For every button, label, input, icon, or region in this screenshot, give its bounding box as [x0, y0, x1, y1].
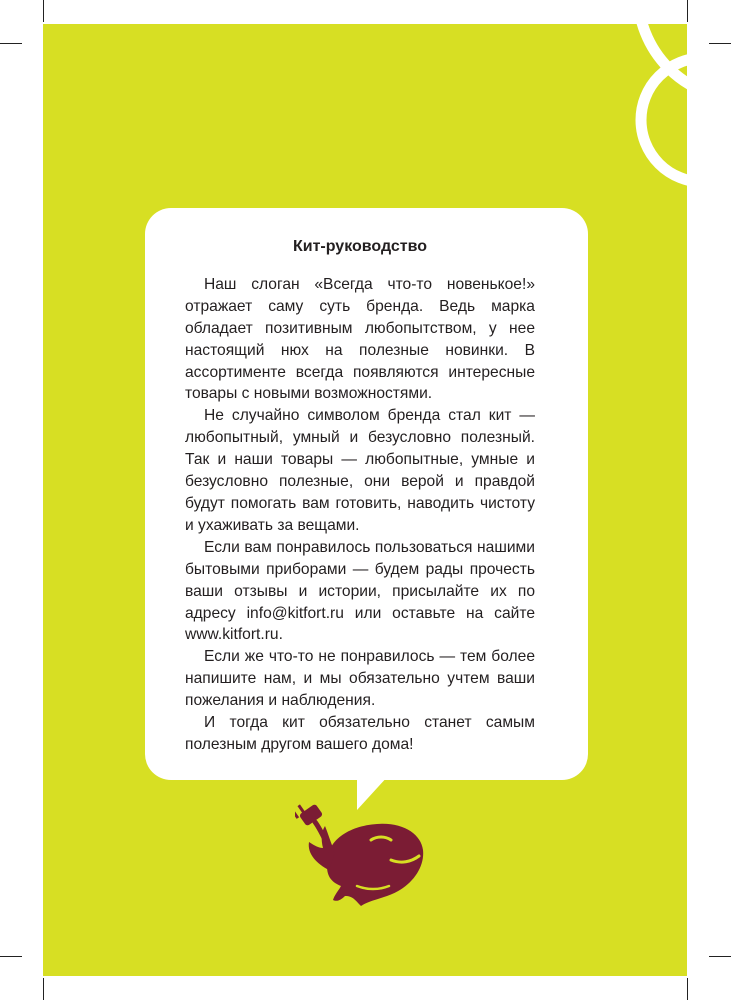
- crop-mark: [709, 43, 731, 44]
- speech-bubble: [145, 208, 588, 780]
- crop-mark: [687, 978, 688, 1000]
- paragraph: Если же что-то не понравилось — тем более напишите нам, и мы обязательно учтем ваши пожелания и наблюдения.: [185, 648, 535, 710]
- paragraph: Не случайно символом бренда стал кит — любопытный, умный и безусловно полезный. Так и наши товары — любопытные, умные и безусловно полезные, они верой и правдой будут помогать вам готовить, наводить чистоту и ухаживать за вещами.: [185, 407, 535, 534]
- crop-mark: [43, 978, 44, 1000]
- paragraph: Если вам понравилось пользоваться нашими бытовыми приборами — будем рады прочесть ваши отзывы и истории, присылайте их по адресу info@kitfort.ru или оставьте на сайте www.kitfort.ru.: [185, 538, 535, 644]
- page: [43, 24, 687, 976]
- whale-with-plug-icon: [295, 804, 435, 914]
- paragraph: Наш слоган «Всегда что-то новенькое!» отражает саму суть бренда. Ведь марка обладает позитивным любопытством, у нее настоящий нюх на полезные новинки. В ассортименте всегда появляются интересные товары с новыми возможностями.: [185, 275, 535, 403]
- crop-mark: [0, 43, 22, 44]
- crop-mark: [687, 0, 688, 22]
- crop-mark: [709, 956, 731, 957]
- paragraph: И тогда кит обязательно станет самым полезным другом вашего дома!: [185, 714, 535, 753]
- page-title: Кит-руководство: [292, 238, 428, 255]
- crop-mark: [43, 0, 44, 22]
- bubble-content: [185, 228, 535, 756]
- crop-mark: [0, 956, 22, 957]
